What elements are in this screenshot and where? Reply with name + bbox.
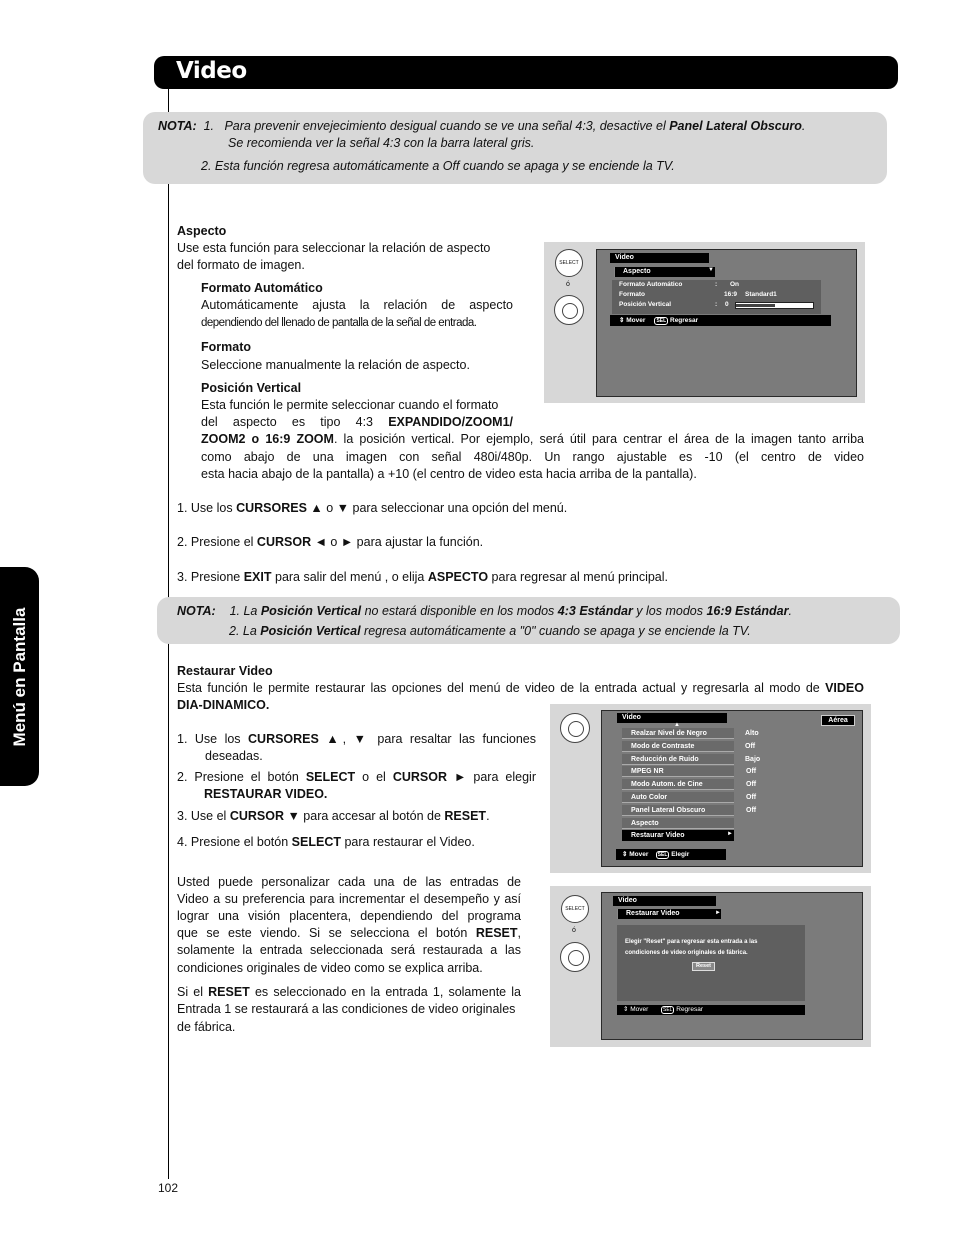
note1-text-c: . — [801, 119, 806, 133]
p2-l6: condiciones originales de video como se explica arriba. — [177, 961, 483, 975]
r-s2c: o el — [355, 770, 393, 784]
chevron-right-icon-3: ► — [715, 910, 721, 916]
menu-item-value: Off — [746, 768, 757, 776]
posicion-2 — [201, 414, 513, 431]
r-s3b: CURSOR — [229, 809, 284, 823]
n2-1a: 1. La — [229, 604, 261, 618]
page-number: 102 — [158, 1181, 179, 1195]
r-step2-cont: RESTAURAR VIDEO. — [204, 787, 328, 801]
or-label-3: ó — [572, 927, 576, 934]
menu-item-value: Off — [745, 742, 756, 750]
submenu-restaurar: Restaurar Video — [617, 909, 721, 919]
posicion-5: esta hacia abajo de la pantalla) a +10 (el centro de video esta hacia arriba de la pantalla). — [201, 467, 697, 481]
r-s2b: SELECT — [305, 770, 356, 784]
reset-msg-1: Elegir "Reset" para regresar esta entrada a las — [625, 939, 758, 945]
updown-icon-3: ⇕ — [623, 1006, 629, 1013]
reset-button[interactable]: Reset — [692, 962, 715, 971]
select-button-icon: SELECT — [555, 249, 583, 277]
side-tab — [0, 567, 39, 786]
posicion-heading: Posición Vertical — [201, 381, 302, 395]
restaurar-p1 — [177, 680, 864, 697]
formato-auto-2: dependiendo del llenado de pantalla de la señal de entrada. — [201, 317, 477, 329]
aspecto-heading: Aspecto — [177, 224, 227, 238]
note1-text-a: Para prevenir envejecimiento desigual cuando se ve una señal 4:3, desactive el — [224, 119, 670, 133]
note1-label: NOTA: — [158, 119, 197, 133]
r-s3d: RESET — [444, 809, 487, 823]
p2-l4 — [177, 925, 521, 942]
r-s2e: ► para elegir — [447, 770, 536, 784]
s3d: ASPECTO — [427, 570, 489, 584]
opt-sep-1: : — [715, 281, 718, 288]
note1-num: 1. — [203, 119, 215, 133]
formato-auto-1: Automáticamente ajusta la relación de aspecto — [201, 298, 513, 312]
menu-item-value: Off — [746, 781, 757, 789]
footer-move-2: Mover — [629, 851, 649, 858]
menu-title-3: Video — [613, 896, 716, 906]
s3e: para regresar al menú principal. — [488, 570, 669, 584]
n2-1c: no estará disponible en los modos — [361, 604, 558, 618]
cursor-pad-icon-3 — [560, 942, 590, 972]
p2-l4b: RESET — [475, 926, 518, 940]
footer-move: Mover — [626, 317, 646, 324]
submenu-aspecto: Aspecto — [614, 267, 715, 277]
menu-item[interactable]: Aspecto — [622, 818, 734, 829]
r-step3 — [177, 808, 490, 825]
footer-action-2: Elegir — [671, 851, 690, 858]
r-s2d: CURSOR — [392, 770, 447, 784]
n2-2c: regresa automáticamente a "0" cuando se apaga y se enciende la TV. — [360, 624, 751, 638]
r-step4 — [177, 834, 475, 851]
footer-bar-3 — [617, 1005, 805, 1015]
menu-title: Video — [610, 253, 709, 263]
formato-1: Seleccione manualmente la relación de aspecto. — [201, 358, 470, 372]
p3-l1 — [177, 984, 521, 1001]
footer-bar-1 — [610, 315, 831, 326]
restaurar-heading: Restaurar Video — [177, 664, 273, 678]
opt-val-1: On — [730, 281, 740, 288]
opt-sep-3: : — [715, 301, 718, 308]
source-badge: Aérea — [821, 715, 855, 726]
menu-item[interactable]: MPEG NR — [622, 766, 734, 777]
or-label: ó — [566, 281, 570, 288]
menu-item[interactable]: Auto Color — [622, 792, 734, 803]
r-s4b: SELECT — [291, 835, 341, 849]
p3-l3: de fábrica. — [177, 1020, 236, 1034]
step1-3 — [177, 569, 668, 586]
n2-1b: Posición Vertical — [260, 604, 362, 618]
s1c: ▲ o ▼ para seleccionar una opción del menú. — [306, 501, 568, 515]
posicion-3 — [201, 431, 864, 448]
note2-label: NOTA: — [177, 604, 216, 618]
n2-1d: 4:3 Estándar — [557, 604, 633, 618]
r-step1 — [177, 731, 536, 748]
r-step2 — [177, 769, 536, 786]
footer-action-3: Regresar — [676, 1006, 703, 1013]
s3b: EXIT — [243, 570, 272, 584]
p3-l1a: Si el — [177, 985, 209, 999]
opt-val-3: 0 — [725, 301, 729, 308]
sel-icon-2: SEL — [657, 852, 668, 858]
menu-title-2: Video — [617, 713, 727, 723]
p2-l4c: , — [517, 926, 521, 940]
r-s3a: 3. Use el — [177, 809, 230, 823]
menu-item-value: Off — [746, 794, 757, 801]
vertical-slider[interactable] — [735, 302, 814, 309]
updown-icon: ⇕ — [619, 317, 625, 324]
n2-1f: 16:9 Estándar — [706, 604, 789, 618]
sel-icon-3: SEL — [662, 1007, 673, 1013]
cursor-pad-icon-2 — [560, 713, 590, 743]
formato-auto-heading: Formato Automático — [201, 281, 323, 295]
opt-label-3: Posición Vertical — [619, 301, 672, 308]
note1-line1 — [158, 118, 805, 135]
menu-item[interactable]: Realzar Nivel de Negro — [622, 728, 734, 739]
n2-2b: Posición Vertical — [260, 624, 361, 638]
menu-item-restaurar-video[interactable]: Restaurar Video — [622, 830, 734, 841]
posicion-2a: del aspecto es tipo 4:3 — [201, 415, 389, 429]
side-tab-label: Menú en Pantalla — [9, 607, 29, 746]
p2-l2: Video a su preferencia para incrementar el desempeño y así — [177, 892, 521, 906]
posicion-3b: . la posición vertical. Por ejemplo, será útil para centrar el área de la imagen tanto arriba — [333, 432, 864, 446]
chevron-up-icon: ▲ — [674, 722, 680, 728]
s1a: 1. Use los — [177, 501, 237, 515]
s3c: para salir del menú , o elija — [271, 570, 428, 584]
n2-2a: 2. La — [229, 624, 261, 638]
select-button-icon-3: SELECT — [561, 895, 589, 923]
r-s3c: ▼ para accesar al botón de — [283, 809, 445, 823]
posicion-2b: EXPANDIDO/ZOOM1/ — [388, 415, 513, 429]
p2-l1: Usted puede personalizar cada una de las entradas de — [177, 875, 521, 889]
s3a: 3. Presione — [177, 570, 244, 584]
r-s1a: 1. Use los — [177, 732, 249, 746]
r-step1-cont: deseadas. — [205, 749, 263, 763]
aspecto-intro-1: Use esta función para seleccionar la relación de aspecto — [177, 241, 491, 255]
note1-line2: Se recomienda ver la señal 4:3 con la barra lateral gris. — [228, 136, 535, 150]
r-p1a: Esta función le permite restaurar las opciones del menú de video de la entrada actual y regresarla al modo de — [177, 681, 826, 695]
r-s1c: ▲, ▼ para resaltar las funciones — [318, 732, 536, 746]
aspecto-intro-2: del formato de imagen. — [177, 258, 305, 272]
page-title: Video — [176, 58, 247, 84]
sel-icon: SEL — [656, 318, 667, 324]
note1-line3: 2. Esta función regresa automáticamente a Off cuando se apaga y se enciende la TV. — [201, 159, 675, 173]
p2-l3: lograr una visión placentera, dependiendo del programa — [177, 909, 521, 923]
menu-item[interactable]: Modo de Contraste — [622, 741, 734, 752]
s1b: CURSORES — [236, 501, 307, 515]
s2b: CURSOR — [256, 535, 312, 549]
r-s2a: 2. Presione el botón — [177, 770, 306, 784]
slider-fill — [736, 304, 775, 307]
opt-val-2: Standard1 — [745, 291, 777, 298]
chevron-right-icon: ► — [727, 831, 733, 837]
step1-2 — [177, 534, 483, 551]
menu-item[interactable]: Panel Lateral Obscuro — [622, 805, 734, 816]
step1-1 — [177, 500, 567, 517]
footer-bar-2 — [616, 849, 726, 860]
s2a: 2. Presione el — [177, 535, 257, 549]
menu-item-value: Alto — [745, 730, 759, 737]
opt-label-2: Formato — [619, 291, 645, 298]
p2-l5: solamente la entrada seleccionada será restaurada a las — [177, 943, 521, 957]
reset-msg-2: condiciones de video originales de fábrica. — [625, 950, 748, 956]
note2-line2 — [229, 623, 751, 640]
footer-move-3: Mover — [630, 1006, 649, 1013]
posicion-1: Esta función le permite seleccionar cuando el formato — [201, 398, 499, 412]
formato-heading: Formato — [201, 340, 251, 354]
p3-l1b: RESET — [208, 985, 250, 999]
menu-item-value: Bajo — [745, 755, 761, 763]
note2-line1 — [177, 603, 792, 620]
posicion-4: como abajo de una imagen con señal 480i/480p. Un rango ajustable es -10 (el centro de video — [201, 450, 864, 464]
p2-l4a: que se este viendo. Si se selecciona el botón — [177, 926, 476, 940]
title-bar — [154, 56, 898, 89]
r-p1b: VIDEO — [825, 681, 864, 695]
n2-1g: . — [788, 604, 792, 618]
opt-sep-2: 16:9 — [724, 291, 738, 298]
posicion-3a: ZOOM2 o 16:9 ZOOM — [201, 432, 334, 446]
r-s4a: 4. Presione el botón — [177, 835, 292, 849]
restaurar-p1c: DIA-DINAMICO. — [177, 698, 270, 712]
p3-l2: Entrada 1 se restaurará a las condiciones de video originales — [177, 1002, 516, 1016]
n2-1e: y los modos — [632, 604, 707, 618]
menu-item[interactable]: Reducción de Ruido — [622, 754, 734, 765]
updown-icon-2: ⇕ — [622, 851, 628, 858]
menu-item[interactable]: Modo Autom. de Cine — [622, 779, 734, 790]
note1-text-b: Panel Lateral Obscuro — [669, 119, 802, 133]
r-s1b: CURSORES — [248, 732, 319, 746]
chevron-down-icon: ▼ — [708, 267, 714, 273]
r-s4c: para restaurar el Video. — [340, 835, 475, 849]
footer-action: Regresar — [670, 317, 699, 324]
r-s3e: . — [486, 809, 490, 823]
opt-label-1: Formato Automático — [619, 281, 683, 288]
menu-item-value: Off — [746, 806, 757, 814]
s2c: ◄ o ► para ajustar la función. — [311, 535, 484, 549]
p3-l1c: es seleccionado en la entrada 1, solamente la — [249, 985, 521, 999]
cursor-pad-icon — [554, 295, 584, 325]
